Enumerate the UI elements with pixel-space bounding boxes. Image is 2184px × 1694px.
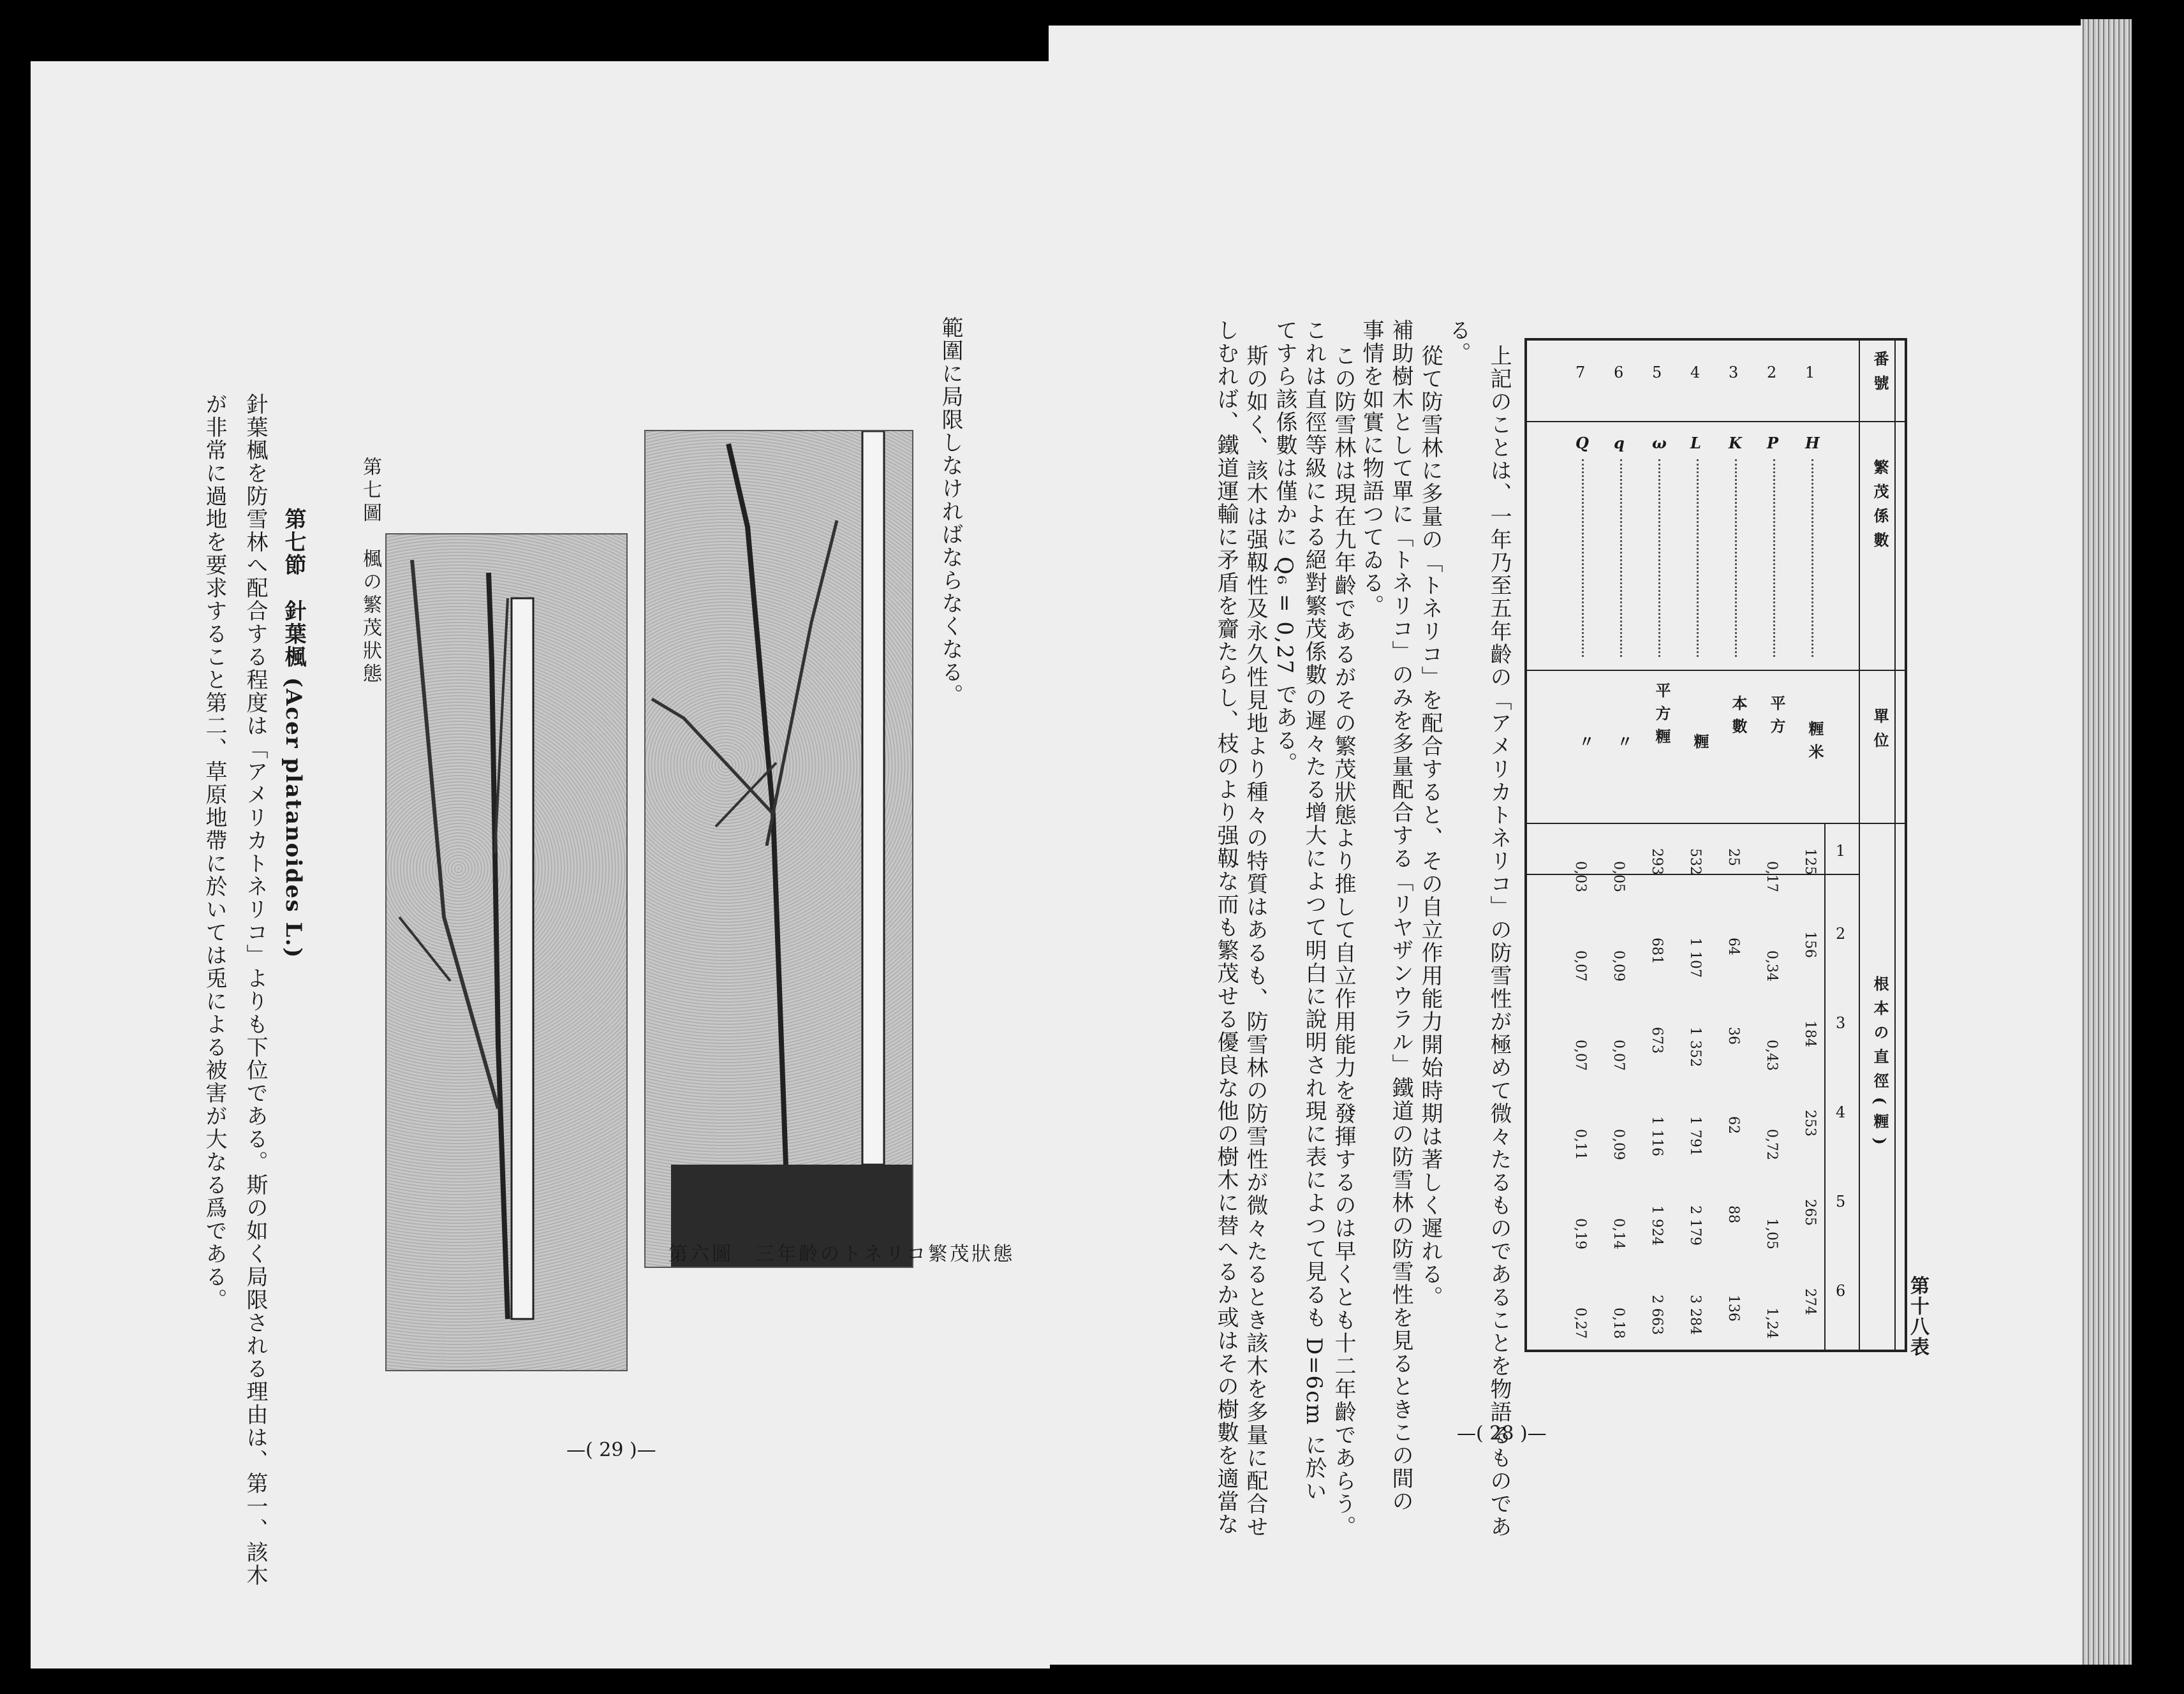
diameter-2: 2 <box>1836 925 1846 943</box>
row7-val-5: 0,19 <box>1572 1218 1588 1249</box>
body-line-1: 針葉楓を防雪林へ配合する程度は「アメリカトネリコ」よりも下位である。斯の如く局限される理由は、第一、該木 <box>242 393 268 1587</box>
row5-val-4: 1 116 <box>1649 1116 1665 1156</box>
body-line-8: てすら該係數は僅かに Q₆ = 0,27 である。 <box>1272 319 1297 775</box>
row3-unit: 本數 <box>1729 695 1748 741</box>
row2-val-1: 0,17 <box>1764 861 1780 892</box>
row3-symbol: K <box>1729 434 1742 452</box>
row1-unit: 糎米 <box>1806 721 1824 767</box>
table-18 <box>1524 338 1907 1352</box>
body-line-1: 上記のことは、一年乃至五年齡の「アメリカトネリコ」の防雪性が極めて微々たるものであることを物語るものであ <box>1486 344 1512 1538</box>
row2-val-6: 1,24 <box>1764 1307 1780 1339</box>
row1-val-6: 274 <box>1802 1288 1818 1315</box>
col-unit-header: 單位 <box>1871 708 1889 756</box>
row2-val-5: 1,05 <box>1764 1218 1780 1249</box>
row5-symbol: ω <box>1652 434 1667 452</box>
row3-val-6: 136 <box>1725 1295 1741 1322</box>
row1-val-4: 253 <box>1802 1110 1818 1137</box>
row5-val-2: 681 <box>1649 938 1665 964</box>
diameter-3: 3 <box>1836 1014 1846 1032</box>
col-number-header: 番號 <box>1871 351 1889 399</box>
body-line-2: る。 <box>1445 319 1471 365</box>
row1-val-2: 156 <box>1802 931 1818 958</box>
row7-val-3: 0,07 <box>1572 1040 1588 1071</box>
row6-unit: 〃 <box>1614 733 1633 756</box>
row4-val-2: 1 107 <box>1687 938 1703 978</box>
row6-symbol: q <box>1614 434 1625 452</box>
row3-val-4: 62 <box>1725 1116 1741 1134</box>
row4-no: 4 <box>1690 364 1701 381</box>
body-line-6: この防雪林は現在九年齡であるがその繁茂狀態より推して自立作用能力を發揮するのは早くとも十二年齡であらう。 <box>1331 344 1356 1538</box>
row4-val-4: 1 791 <box>1687 1116 1703 1156</box>
row6-val-1: 0,05 <box>1611 861 1627 892</box>
row2-unit: 平方 <box>1767 695 1786 741</box>
row6-no: 6 <box>1614 364 1624 381</box>
diameter-5: 5 <box>1836 1193 1846 1211</box>
row7-unit: 〃 <box>1576 733 1595 756</box>
row3-val-2: 64 <box>1725 938 1741 955</box>
page-number-left: —( 29 )— <box>566 1439 656 1461</box>
row2-val-3: 0,43 <box>1764 1040 1780 1071</box>
row6-val-4: 0,09 <box>1611 1129 1627 1160</box>
row3-val-1: 25 <box>1725 848 1741 866</box>
row4-val-1: 532 <box>1687 848 1703 875</box>
row5-val-3: 673 <box>1649 1027 1665 1054</box>
row2-no: 2 <box>1767 364 1777 381</box>
body-line-2: が非常に過地を要求すること第二、草原地帶に於いては兎による被害が大なる爲である。 <box>202 393 227 1311</box>
body-line-10: しむれば、鐵道運輸に矛盾を齎たらし、枝のより强靱な而も繁茂せる優良な他の樹木に替へるか或はその樹數を適當な <box>1213 319 1239 1536</box>
row1-val-1: 125 <box>1802 848 1818 875</box>
row4-symbol: L <box>1690 434 1701 452</box>
continuation-line: 範圍に局限しなければならなくなる。 <box>938 316 963 707</box>
left-page <box>31 61 1050 1668</box>
col-coefficient-header: 繁茂係數 <box>1871 459 1889 556</box>
row7-val-6: 0,27 <box>1572 1307 1588 1339</box>
body-line-5: 事情を如實に物語つてゐる。 <box>1359 319 1384 617</box>
figure7-caption: 第七圖 楓の繁茂狀態 <box>359 457 381 686</box>
row6-val-2: 0,09 <box>1611 950 1627 982</box>
row6-val-6: 0,18 <box>1611 1307 1627 1339</box>
row4-val-6: 3 284 <box>1687 1295 1703 1335</box>
row5-unit: 平方糎 <box>1653 682 1671 751</box>
row7-symbol: Q <box>1575 434 1589 452</box>
row1-symbol: H <box>1805 434 1820 452</box>
row3-val-5: 88 <box>1725 1205 1741 1223</box>
row7-val-2: 0,07 <box>1572 950 1588 982</box>
figure6-photo <box>644 430 913 1268</box>
row5-val-1: 293 <box>1649 848 1665 875</box>
row6-val-3: 0,07 <box>1611 1040 1627 1071</box>
row5-val-5: 1 924 <box>1649 1205 1665 1246</box>
group-header: 根本の直徑(糎) <box>1871 976 1889 1154</box>
row1-no: 1 <box>1805 364 1815 381</box>
row4-unit: 糎 <box>1691 733 1709 756</box>
row1-val-3: 184 <box>1802 1020 1818 1047</box>
figure6-caption: 第六圖 三年齡のトネリコ繁茂狀態 <box>668 1243 1015 1265</box>
row6-val-5: 0,14 <box>1611 1218 1627 1249</box>
diameter-4: 4 <box>1836 1103 1846 1121</box>
body-line-4: 補助樹木として單に「トネリコ」のみを多量配合する「リヤザンウラル」鐵道の防雪林の防雪性を見るときこの間の <box>1388 319 1413 1513</box>
body-line-7: これは直徑等級による絕對繁茂係數の遲々たる增大によつて明白に說明され現に表によつて見るも D=6cm に於い <box>1301 319 1327 1503</box>
row5-no: 5 <box>1652 364 1662 381</box>
row5-val-6: 2 663 <box>1649 1295 1665 1335</box>
ash-tree-drawing <box>646 431 912 1267</box>
body-line-9: 斯の如く、該木は强靱性及永久性見地より種々の特質はあるも、防雪林の防雪性が微々たるとき該木を多量に配合せ <box>1243 344 1268 1538</box>
row1-val-5: 265 <box>1802 1199 1818 1226</box>
diameter-1: 1 <box>1836 842 1846 860</box>
row7-val-4: 0,11 <box>1572 1129 1588 1160</box>
maple-tree-drawing <box>387 534 626 1370</box>
row4-val-5: 2 179 <box>1687 1205 1703 1246</box>
row2-val-4: 0,72 <box>1764 1129 1780 1160</box>
row2-symbol: P <box>1767 434 1779 452</box>
body-line-3: 從て防雪林に多量の「トネリコ」を配合すると、その自立作用能力開始時期は著しく遲れる。 <box>1417 344 1443 1309</box>
row2-val-2: 0,34 <box>1764 950 1780 982</box>
section-heading: 第七節 針葉楓 (Acer platanoides L.) <box>281 508 306 959</box>
row7-no: 7 <box>1575 364 1586 381</box>
table-title: 第十八表 <box>1907 1276 1929 1357</box>
row4-val-3: 1 352 <box>1687 1027 1703 1067</box>
row3-no: 3 <box>1729 364 1739 381</box>
diameter-6: 6 <box>1836 1282 1846 1300</box>
row7-val-1: 0,03 <box>1572 861 1588 892</box>
row3-val-3: 36 <box>1725 1027 1741 1045</box>
page-number-right: —( 28 )— <box>1457 1422 1547 1445</box>
figure7-photo <box>385 533 628 1371</box>
page-edges <box>2081 19 2132 1665</box>
